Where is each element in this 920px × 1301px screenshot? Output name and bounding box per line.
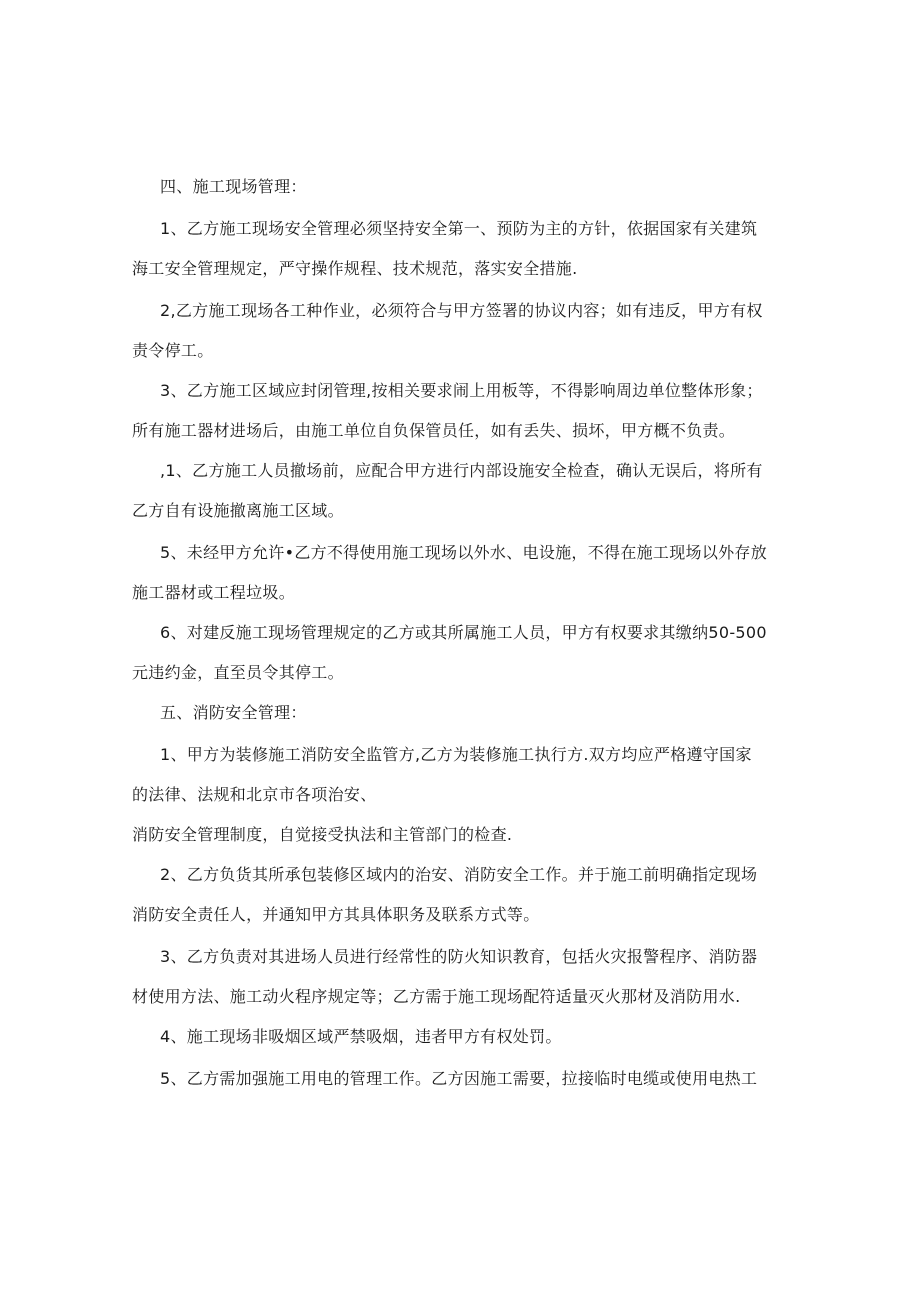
s4-item-5-line-2: 施工器材或工程垃圾。	[132, 583, 296, 602]
s5-item-4-line-1: 4、施工现场非吸烟区域严禁吸烟，违者甲方有权处罚。	[160, 1027, 562, 1046]
s5-item-5-line-1: 5、乙方需加强施工用电的管理工作。乙方因施工需要，拉接临时电缆或使用电热工	[160, 1069, 758, 1088]
s5-item-1-line-1: 1、甲方为装修施工消防安全监管方,乙方为装修施工执行方.双方均应严格遵守国家	[160, 745, 752, 764]
s4-item-1-line-2: 海工安全管理规定，严守操作规程、技术规范，落实安全措施.	[132, 259, 578, 278]
s4-item-3-line-1: 3、乙方施工区域应封闭管理,按相关要求闹上用板等，不得影响周边单位整体形象；	[160, 381, 763, 400]
s5-item-1-line-3: 消防安全管理制度，自觉接受执法和主管部门的检查.	[132, 825, 513, 844]
s5-item-3-line-1: 3、乙方负责对其进场人员进行经常性的防火知识教育，包括火灾报警程序、消防器	[160, 947, 758, 966]
s4-item-4-line-2: 乙方自有设施撤离施工区域。	[132, 501, 344, 520]
section-5-heading: 五、消防安全管理：	[160, 703, 307, 722]
s4-item-4-line-1: ,1、乙方施工人员撤场前，应配合甲方进行内部设施安全检查，确认无误后，将所有	[160, 461, 763, 480]
s5-item-1-line-2: 的法律、法规和北京市各项治安、	[132, 785, 377, 804]
s5-item-2-line-1: 2、乙方负货其所承包装修区域内的治安、消防安全工作。并于施工前明确指定现场	[160, 865, 758, 884]
s4-item-3-line-2: 所有施工器材进场后，由施工单位自负保管员任，如有丢失、损坏，甲方概不负责。	[132, 421, 736, 440]
s4-item-2-line-2: 责令停工。	[132, 341, 214, 360]
s4-item-5-line-1: 5、未经甲方允许•乙方不得使用施工现场以外水、电设施，不得在施工现场以外存放	[160, 543, 768, 562]
s5-item-3-line-2: 材使用方法、施工动火程序规定等；乙方需于施工现场配符适量灭火那材及消防用水.	[132, 987, 741, 1006]
s4-item-2-line-1: 2,乙方施工现场各工种作业，必须符合与甲方签署的协议内容；如有违反，甲方有权	[160, 301, 763, 320]
s4-item-1-line-1: 1、乙方施工现场安全管理必须坚持安全第一、预防为主的方针，依据国家有关建筑	[160, 219, 758, 238]
s4-item-6-line-1: 6、对建反施工现场管理规定的乙方或其所属施工人员，甲方有权要求其缴纳50-500	[160, 623, 767, 642]
s5-item-2-line-2: 消防安全责任人，并通知甲方其具体职务及联系方式等。	[132, 905, 540, 924]
section-4-heading: 四、施工现场管理：	[160, 177, 307, 196]
s4-item-6-line-2: 元违约金，直至员令其停工。	[132, 663, 344, 682]
